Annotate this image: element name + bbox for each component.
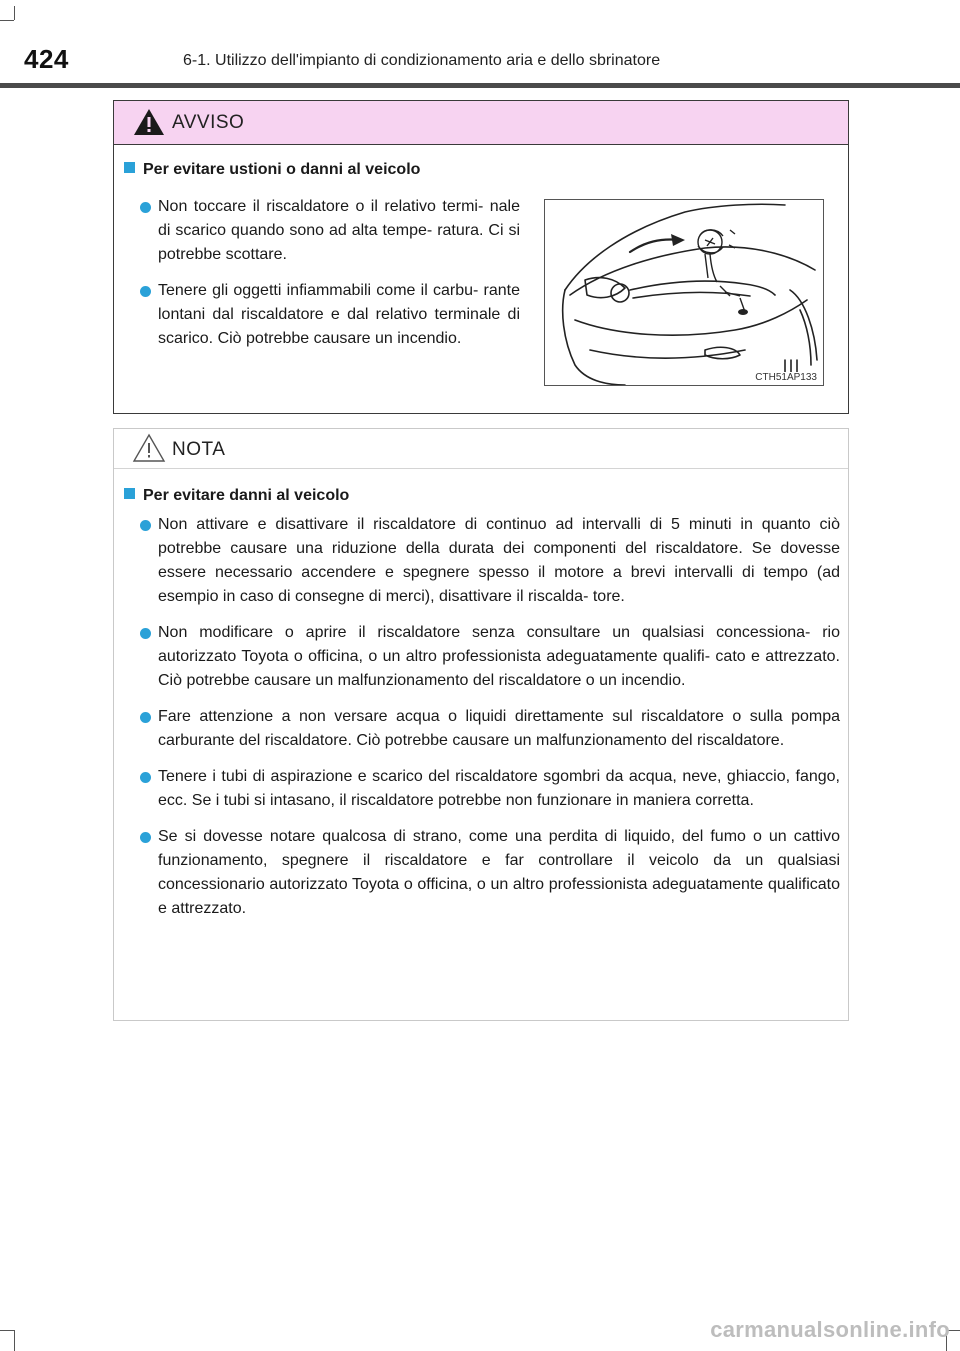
warning-subhead-text: Per evitare ustioni o danni al veicolo [143, 161, 421, 178]
bullet-dot-icon [140, 712, 151, 723]
header-rule [0, 83, 960, 88]
note-label: NOTA [172, 439, 226, 460]
square-bullet-icon [124, 488, 135, 499]
warning-triangle-icon [132, 107, 166, 137]
list-item: Se si dovesse notare qualcosa di strano, come una perdita di liquido, del fumo o un cattivo funzionamento, spegnere il riscaldatore e far controllare il veicolo da un qualsiasi concessionario autorizzato Toyota o officina, o un altro professionista adeguatamente qualificato e attrezzato. [140, 825, 840, 921]
list-item: Non modificare o aprire il riscaldatore senza consultare un qualsiasi concessiona- rio autorizzato Toyota o officina, o un altro professionista adeguatamente qualifi- cato e attrezzato. Ciò potrebbe causare un malfunzionamento del riscaldatore o un incendio. [140, 621, 840, 693]
bullet-dot-icon [140, 628, 151, 639]
section-title: 6-1. Utilizzo dell'impianto di condizionamento aria e dello sbrinatore [183, 52, 661, 69]
note-subhead [124, 487, 349, 505]
caution-triangle-icon [132, 433, 166, 463]
bullet-dot-icon [140, 286, 151, 297]
warning-bullet-list [140, 195, 520, 363]
car-heater-illustration [544, 199, 824, 386]
note-subhead-text: Per evitare danni al veicolo [143, 487, 350, 504]
list-item: Tenere i tubi di aspirazione e scarico del riscaldatore sgombri da acqua, neve, ghiaccio, fango, ecc. Se i tubi si intasano, il riscaldatore potrebbe non funzionare in maniera corretta. [140, 765, 840, 813]
crop-mark [0, 20, 14, 21]
list-item: Fare attenzione a non versare acqua o liquidi direttamente sul riscaldatore o sulla pompa carburante del riscaldatore. Ciò potrebbe causare un malfunzionamento del riscaldatore. [140, 705, 840, 753]
warning-subhead [124, 161, 420, 179]
note-bullet-list [140, 513, 840, 933]
bullet-dot-icon [140, 202, 151, 213]
page-header [0, 36, 960, 88]
bullet-dot-icon [140, 520, 151, 531]
warning-label: AVVISO [172, 112, 245, 133]
crop-mark [14, 1330, 15, 1351]
car-front-drawing [545, 200, 823, 385]
bullet-dot-icon [140, 772, 151, 783]
square-bullet-icon [124, 162, 135, 173]
page-number: 424 [24, 44, 69, 74]
illustration-code: CTH51AP133 [755, 372, 817, 383]
note-header [114, 429, 848, 469]
warning-header [114, 101, 848, 145]
watermark: carmanualsonline.info [710, 1317, 950, 1342]
crop-mark [0, 1330, 14, 1331]
bullet-dot-icon [140, 832, 151, 843]
list-item: Tenere gli oggetti infiammabili come il carbu- rante lontani dal riscaldatore e dal relativo terminale di scarico. Ciò potrebbe causare un incendio. [140, 279, 520, 351]
crop-mark [14, 6, 15, 20]
list-item: Non toccare il riscaldatore o il relativo termi- nale di scarico quando sono ad alta tempe- ratura. Ci si potrebbe scottare. [140, 195, 520, 267]
list-item: Non attivare e disattivare il riscaldatore di continuo ad intervalli di 5 minuti in quanto ciò potrebbe causare una riduzione della durata dei componenti del riscaldatore. Se dovesse essere necessario accendere e spegnere spesso il motore a brevi intervalli di tempo (ad esempio in caso di consegne di merci), disattivare il riscalda- tore. [140, 513, 840, 609]
